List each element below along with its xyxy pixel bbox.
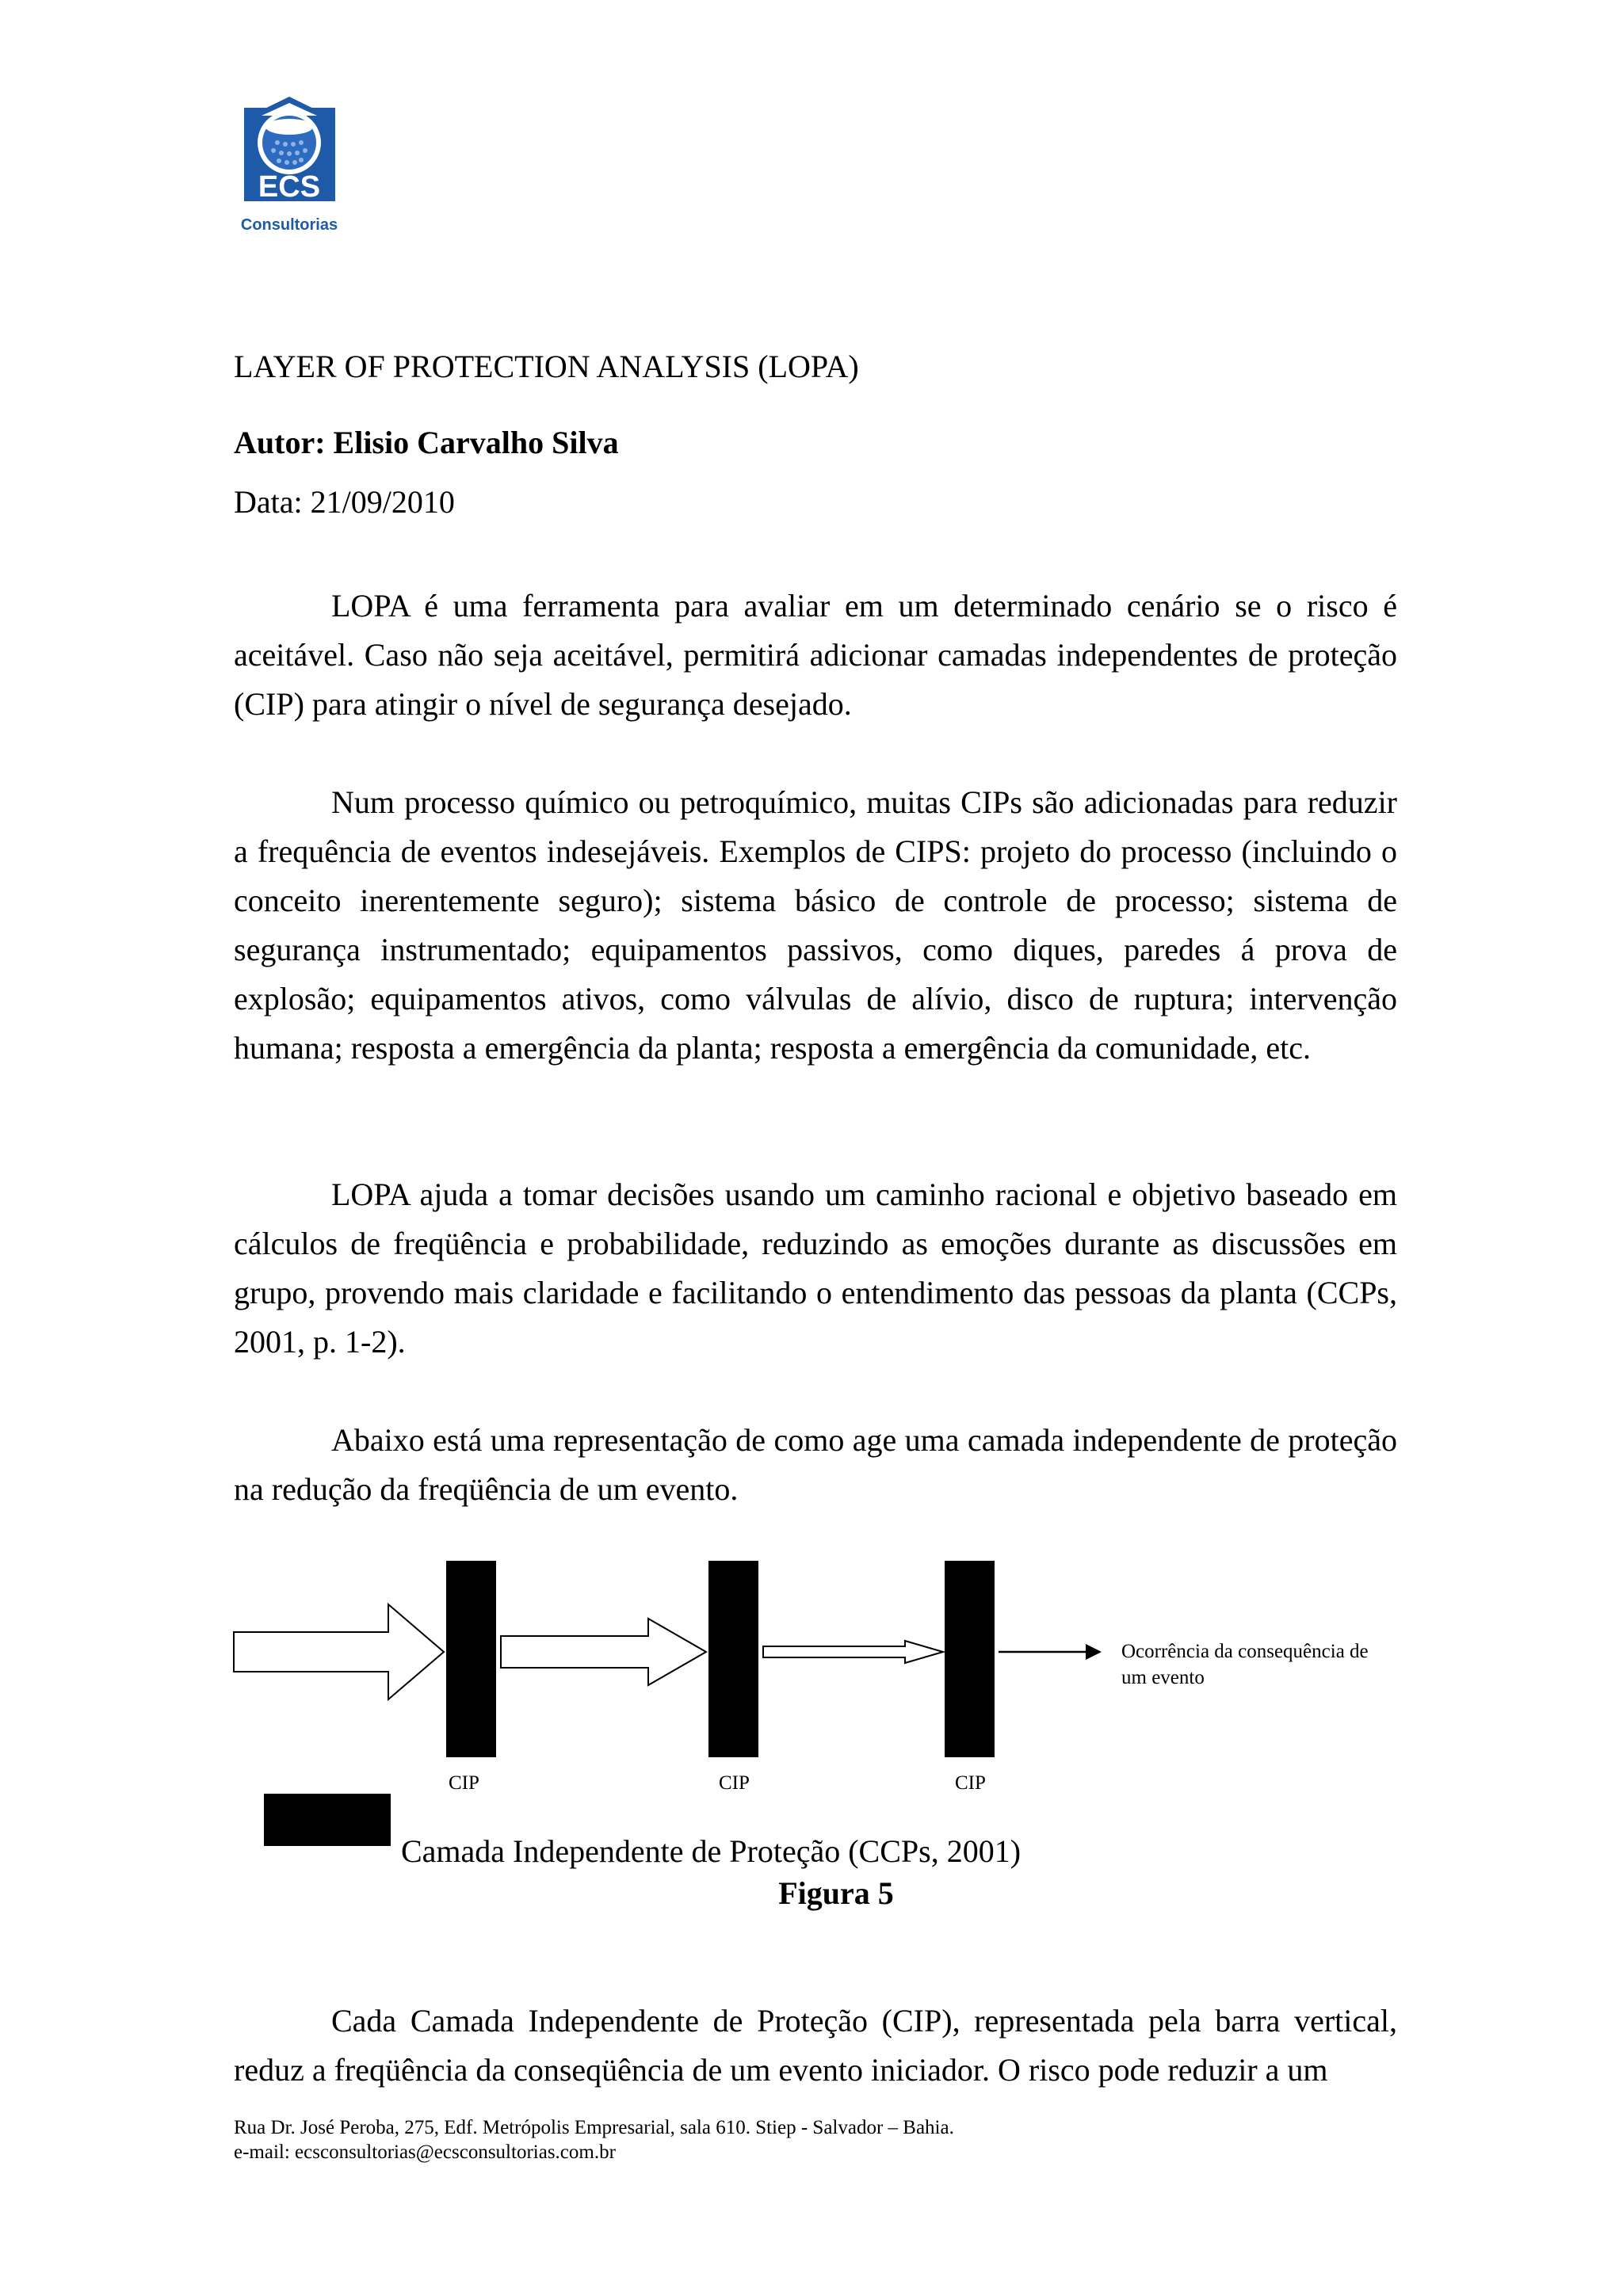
- ecs-logo-icon: [238, 93, 341, 236]
- paragraph-3: LOPA ajuda a tomar decisões usando um caminho racional e objetivo baseado em cálculos de freqüência e probabilidade, reduzindo as emoções durante as discussões em grupo, provendo mais claridade e facilitando o entendimento das pessoas da planta (CCPs, 2001, p. 1-2).: [234, 1177, 1397, 1360]
- outcome-text-line-2: um evento: [1121, 1667, 1205, 1688]
- cip-label-2: CIP: [719, 1772, 750, 1794]
- paragraph-5: Cada Camada Independente de Proteção (CIP), representada pela barra vertical, reduz a freqüência da conseqüência de um evento iniciador. O risco pode reduzir a um: [234, 2003, 1397, 2088]
- document-date: Data: 21/09/2010: [234, 484, 455, 520]
- paragraph-2: Num processo químico ou petroquímico, muitas CIPs são adicionadas para reduzir a frequência de eventos indesejáveis. Exemplos de CIPS: projeto do processo (incluindo o conceito inerentemente seguro); sistema básico de controle de processo; sistema de segurança instrumentado; equipamentos passivos, como diques, paredes á prova de explosão; equipamentos ativos, como válvulas de alívio, disco de ruptura; intervenção humana; resposta a emergência da planta; resposta a emergência da comunidade, etc.: [234, 784, 1397, 1066]
- footer-address: Rua Dr. José Peroba, 275, Edf. Metrópolis Empresarial, sala 610. Stiep - Salvador – Bahia.: [234, 2117, 954, 2138]
- cip-label-1: CIP: [449, 1772, 479, 1794]
- cip-bar-3: [945, 1561, 995, 1757]
- figure-caption: Camada Independente de Proteção (CCPs, 2001): [401, 1833, 1022, 1869]
- outcome-text-line-1: Ocorrência da consequência de: [1121, 1641, 1369, 1662]
- svg-text:Consultorias: Consultorias: [240, 216, 338, 234]
- document-author: Autor: Elisio Carvalho Silva: [234, 425, 619, 460]
- svg-text:ECS: ECS: [258, 170, 321, 204]
- paragraph-4: Abaixo está uma representação de como age uma camada independente de proteção na redução da freqüência de um evento.: [234, 1422, 1397, 1507]
- cip-bar-1: [446, 1561, 496, 1757]
- reduced-arrow-1: [501, 1619, 706, 1685]
- initial-event-arrow: [234, 1604, 444, 1699]
- cip-bar-2: [708, 1561, 758, 1757]
- footer-email: e-mail: ecsconsultorias@ecsconsultorias.com.br: [234, 2142, 616, 2163]
- figure-label: Figura 5: [778, 1875, 894, 1911]
- legend-swatch: [264, 1794, 391, 1846]
- cip-diagram: [222, 1557, 1411, 1810]
- cip-label-3: CIP: [955, 1772, 986, 1794]
- consequence-arrow-head: [1086, 1644, 1102, 1660]
- ecs-logo: [238, 93, 341, 236]
- paragraph-1: LOPA é uma ferramenta para avaliar em um determinado cenário se o risco é aceitável. Caso não seja aceitável, permitirá adicionar camadas independentes de proteção (CIP) para atingir o nível de segurança desejado.: [234, 588, 1397, 722]
- reduced-arrow-2: [763, 1641, 943, 1663]
- document-title: LAYER OF PROTECTION ANALYSIS (LOPA): [234, 349, 859, 384]
